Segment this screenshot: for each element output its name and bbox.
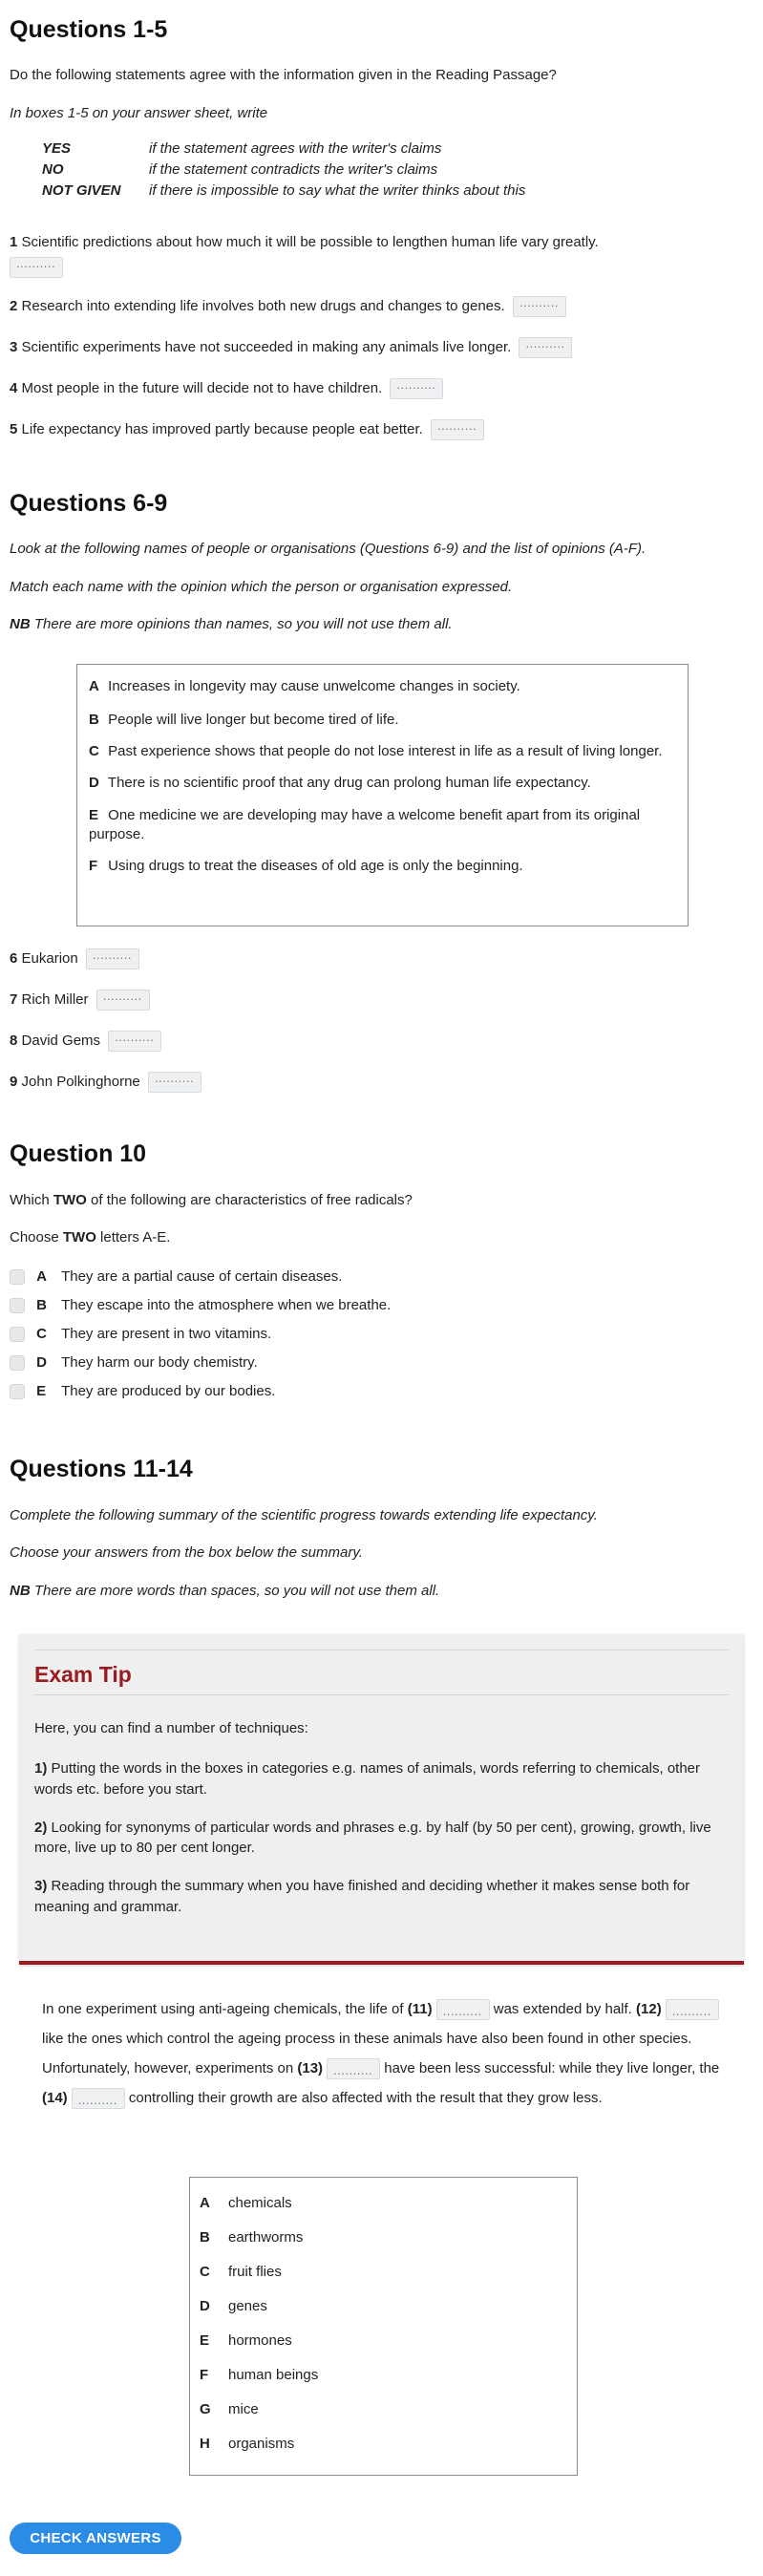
section-title: Questions 1-5 xyxy=(10,16,168,43)
question-text: Most people in the future will decide not to have children. xyxy=(21,380,383,396)
gap-number: (14) xyxy=(42,2090,68,2106)
option-text: They escape into the atmosphere when we breathe. xyxy=(61,1297,392,1313)
answer-blank[interactable] xyxy=(519,337,572,358)
summary-text: was extended by half. xyxy=(489,2001,637,2017)
opinion-text: Past experience shows that people do not lose interest in life as a result of living longer. xyxy=(108,743,663,759)
prompt-text: Choose xyxy=(10,1229,63,1245)
question-item xyxy=(10,337,572,359)
option-text: They are present in two vitamins. xyxy=(61,1326,272,1342)
legend-key: YES xyxy=(42,140,72,157)
gap-number: (12) xyxy=(636,2001,662,2017)
question-text: Research into extending life involves both new drugs and changes to genes. xyxy=(21,298,505,314)
word-letter: D xyxy=(200,2298,210,2314)
opinion-letter: C xyxy=(89,743,99,759)
nb-text: There are more opinions than names, so you will not use them all. xyxy=(33,616,453,632)
word-letter: E xyxy=(200,2332,210,2349)
question-number: 3 xyxy=(10,339,18,355)
instruction-text: In boxes 1-5 on your answer sheet, write xyxy=(10,105,268,121)
word-text: human beings xyxy=(228,2367,319,2383)
question-text: Scientific experiments have not succeeded in making any animals live longer. xyxy=(21,339,512,355)
answer-blank[interactable] xyxy=(666,1999,719,2020)
opinion-item xyxy=(89,710,676,732)
opinion-letter: D xyxy=(89,775,99,792)
answer-blank[interactable] xyxy=(431,419,484,440)
legend-key: NOT GIVEN xyxy=(42,182,121,199)
option-text: They are produced by our bodies. xyxy=(61,1383,276,1399)
question-text: Life expectancy has improved partly because people eat better. xyxy=(21,421,423,437)
answer-blank[interactable] xyxy=(148,1072,201,1093)
answer-blank[interactable] xyxy=(10,257,63,278)
opinion-text: Using drugs to treat the diseases of old age is only the beginning. xyxy=(108,858,523,875)
answer-blank[interactable] xyxy=(327,2058,380,2079)
answer-blank[interactable] xyxy=(108,1031,161,1052)
checkbox[interactable] xyxy=(10,1384,25,1399)
option-item[interactable] xyxy=(10,1377,391,1406)
opinion-item xyxy=(89,742,676,761)
instruction-text: Choose your answers from the box below the summary. xyxy=(10,1544,363,1561)
name-item xyxy=(10,990,150,1011)
opinion-letter: B xyxy=(89,711,99,728)
opinion-item xyxy=(89,856,676,878)
name-text: Rich Miller xyxy=(21,991,89,1008)
question-number: 4 xyxy=(10,380,18,396)
word-text: hormones xyxy=(228,2332,292,2349)
option-letter: A xyxy=(36,1268,48,1285)
question-number: 6 xyxy=(10,950,18,967)
instruction-text: Match each name with the opinion which the person or organisation expressed. xyxy=(10,579,513,595)
question-item xyxy=(10,296,566,318)
opinions-box xyxy=(76,664,689,926)
word-item xyxy=(200,2289,577,2324)
tip-number: 1) xyxy=(34,1760,48,1778)
prompt-text: Which xyxy=(10,1192,53,1208)
section-title: Questions 11-14 xyxy=(10,1456,193,1482)
instruction-text: Look at the following names of people or organisations (Questions 6-9) and the list of opinions (A-F). xyxy=(10,541,646,557)
answer-blank[interactable] xyxy=(390,378,443,399)
word-text: chemicals xyxy=(228,2195,292,2211)
nb-label: NB xyxy=(10,1583,31,1599)
opinion-text: People will live longer but become tired of life. xyxy=(108,711,399,728)
word-item xyxy=(200,2186,577,2221)
section-title: Questions 6-9 xyxy=(10,490,168,517)
name-text: David Gems xyxy=(21,1033,101,1049)
exam-tip-item xyxy=(34,1758,729,1800)
checkbox[interactable] xyxy=(10,1327,25,1342)
question-number: 7 xyxy=(10,991,18,1008)
word-item xyxy=(200,2358,577,2393)
answer-blank[interactable] xyxy=(513,296,566,317)
word-letter: H xyxy=(200,2436,210,2452)
tip-number: 2) xyxy=(34,1819,48,1836)
word-letter: A xyxy=(200,2195,210,2211)
word-item xyxy=(200,2324,577,2358)
question-prompt xyxy=(10,1190,413,1212)
question-number: 9 xyxy=(10,1074,18,1090)
option-item[interactable] xyxy=(10,1320,391,1349)
nb-label: NB xyxy=(10,616,31,632)
option-letter: D xyxy=(36,1354,48,1371)
name-item xyxy=(10,1031,161,1053)
option-letter: C xyxy=(36,1326,48,1342)
tip-text: Looking for synonyms of particular words and phrases e.g. by half (by 50 per cent), growing, growth, live more, live up to 80 per cent longer. xyxy=(34,1819,711,1857)
opinion-letter: E xyxy=(89,806,99,823)
name-item xyxy=(10,1072,201,1094)
exam-tip-box xyxy=(19,1634,744,1965)
choose-instruction xyxy=(10,1227,170,1249)
question-number: 5 xyxy=(10,421,18,437)
word-text: organisms xyxy=(228,2436,295,2452)
word-item xyxy=(200,2255,577,2289)
summary-text: controlling their growth are also affected with the result that they grow less. xyxy=(124,2090,603,2106)
summary-text: have been less successful: while they live longer, the xyxy=(380,2060,720,2076)
question-item xyxy=(10,232,745,278)
prompt-emphasis: TWO xyxy=(62,1229,96,1245)
exam-tip-title: Exam Tip xyxy=(34,1662,729,1695)
question-number: 2 xyxy=(10,298,18,314)
question-text: Scientific predictions about how much it will be possible to lengthen human life vary greatly. xyxy=(21,234,599,250)
word-letter: B xyxy=(200,2229,210,2246)
answer-blank[interactable] xyxy=(436,1999,490,2020)
word-box xyxy=(189,2177,578,2476)
answer-blank[interactable] xyxy=(96,990,150,1011)
question-number: 1 xyxy=(10,234,18,250)
options-list xyxy=(10,1263,391,1406)
nb-note xyxy=(10,1581,439,1603)
opinion-text: There is no scientific proof that any drug can prolong human life expectancy. xyxy=(107,775,591,792)
name-text: Eukarion xyxy=(21,950,78,967)
prompt-emphasis: TWO xyxy=(53,1192,87,1208)
summary-text: In one experiment using anti-ageing chemicals, the life of xyxy=(42,2001,408,2017)
opinion-item xyxy=(89,773,676,795)
gap-number: (11) xyxy=(407,2001,433,2017)
check-answers-button[interactable]: CHECK ANSWERS xyxy=(10,2523,181,2554)
option-item[interactable] xyxy=(10,1291,391,1320)
option-item[interactable] xyxy=(10,1263,391,1291)
word-letter: F xyxy=(200,2367,209,2383)
word-item xyxy=(200,2393,577,2427)
prompt-text: letters A-E. xyxy=(95,1229,171,1245)
word-text: genes xyxy=(228,2298,267,2314)
checkbox[interactable] xyxy=(10,1298,25,1313)
option-letter: E xyxy=(36,1383,47,1399)
tip-text: Putting the words in the boxes in categories e.g. names of animals, words referring to chemicals, other words etc. before you start. xyxy=(34,1760,701,1798)
option-item[interactable] xyxy=(10,1349,391,1377)
prompt-text: of the following are characteristics of free radicals? xyxy=(86,1192,413,1208)
answer-blank[interactable] xyxy=(72,2088,125,2109)
exam-tip-intro: Here, you can find a number of techniques: xyxy=(34,1719,308,1736)
opinion-text: One medicine we are developing may have a welcome benefit apart from its original purpose. xyxy=(89,806,641,842)
word-item xyxy=(200,2221,577,2255)
intro-text: Do the following statements agree with the information given in the Reading Passage? xyxy=(10,67,557,83)
checkbox[interactable] xyxy=(10,1269,25,1285)
opinion-item xyxy=(89,676,676,698)
exam-tip-item xyxy=(34,1818,729,1860)
nb-note xyxy=(10,614,453,636)
word-letter: C xyxy=(200,2264,210,2280)
section-title: Question 10 xyxy=(10,1140,147,1167)
summary-text: like the ones which control the ageing process in these animals have also been found in other species. Unfortunately, however, experiments on xyxy=(42,2031,692,2076)
legend-desc: if the statement contradicts the writer's claims xyxy=(149,161,438,178)
name-text: John Polkinghorne xyxy=(21,1074,140,1090)
word-letter: G xyxy=(200,2401,211,2417)
checkbox[interactable] xyxy=(10,1355,25,1371)
summary-paragraph xyxy=(42,1994,744,2113)
question-item xyxy=(10,419,484,441)
opinion-item xyxy=(89,806,676,845)
tip-text: Reading through the summary when you have finished and deciding whether it makes sense both for meaning and grammar. xyxy=(34,1878,690,1915)
opinion-text: Increases in longevity may cause unwelcome changes in society. xyxy=(108,678,520,694)
option-text: They are a partial cause of certain diseases. xyxy=(61,1268,343,1285)
gap-number: (13) xyxy=(297,2060,324,2076)
name-item xyxy=(10,948,139,970)
question-item xyxy=(10,378,443,400)
legend-desc: if there is impossible to say what the writer thinks about this xyxy=(149,182,526,199)
answer-blank[interactable] xyxy=(86,948,139,969)
opinion-letter: A xyxy=(89,678,99,694)
word-text: earthworms xyxy=(228,2229,304,2246)
legend-desc: if the statement agrees with the writer's claims xyxy=(149,140,442,157)
instruction-text: Complete the following summary of the scientific progress towards extending life expectancy. xyxy=(10,1507,598,1523)
word-item xyxy=(200,2427,577,2461)
word-text: fruit flies xyxy=(228,2264,282,2280)
opinion-letter: F xyxy=(89,858,98,875)
option-text: They harm our body chemistry. xyxy=(61,1354,258,1371)
word-text: mice xyxy=(228,2401,259,2417)
tip-number: 3) xyxy=(34,1878,48,1895)
question-number: 8 xyxy=(10,1033,18,1049)
answer-legend xyxy=(42,138,525,202)
legend-key: NO xyxy=(42,161,64,178)
nb-text: There are more words than spaces, so you will not use them all. xyxy=(33,1583,440,1599)
option-letter: B xyxy=(36,1297,48,1313)
exam-tip-item xyxy=(34,1876,729,1918)
